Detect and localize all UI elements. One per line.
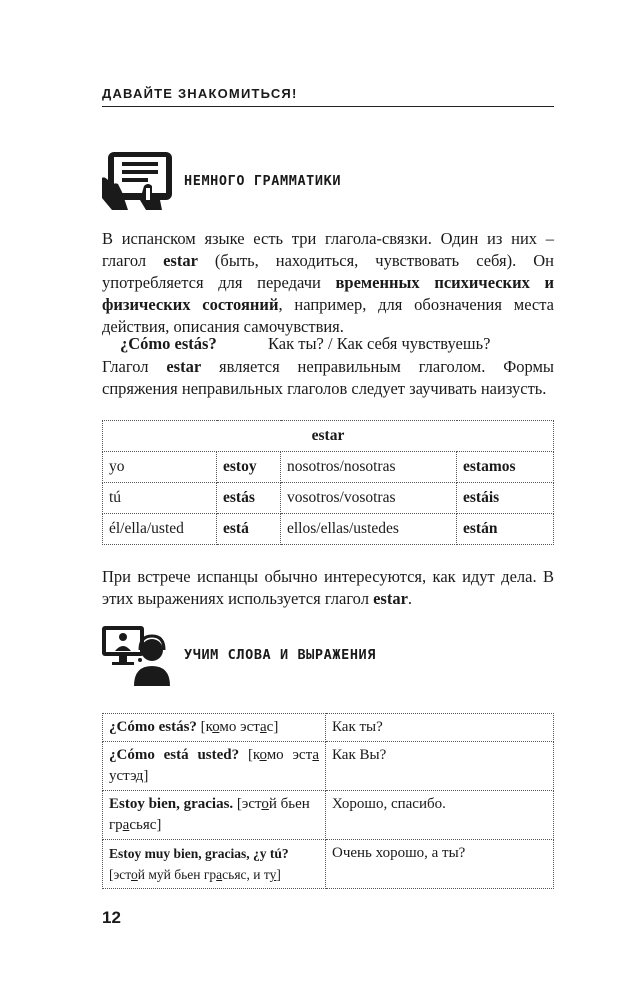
conjugation-table	[102, 420, 554, 545]
video-call-user-icon	[100, 622, 174, 688]
spanish-phrase: Estoy muy bien, gracias, ¿y tú?	[109, 846, 289, 861]
pronoun-cell: vosotros/vosotras	[281, 483, 457, 514]
example-spanish: ¿Cómo estás?	[120, 334, 217, 353]
pronoun-cell: tú	[103, 483, 217, 514]
table-row	[103, 514, 554, 545]
pronoun-cell: él/ella/usted	[103, 514, 217, 545]
grammar-paragraph-1: В испанском языке есть три глагола-связки. Один из них – глагол estar (быть, находиться, чувствовать себя). Он употребляется для передачи временных психических и физических состояний, например, для обозначения места действия, описания самочувствия.	[102, 229, 555, 336]
pronunciation: [эстой бьен грасьяс]	[109, 796, 310, 833]
pronunciation: [комо эста устэд]	[109, 747, 319, 784]
page-number: 12	[102, 908, 121, 927]
grammar-title: НЕМНОГО ГРАММАТИКИ	[184, 173, 342, 189]
phrase-cell	[103, 714, 326, 742]
verb-form-cell: estás	[217, 483, 281, 514]
running-header: ДАВАЙТЕ ЗНАКОМИТЬСЯ!	[102, 86, 298, 101]
phrase-cell	[103, 742, 326, 791]
vocab-table	[102, 713, 554, 889]
table-row	[103, 840, 554, 889]
verb-form-cell: está	[217, 514, 281, 545]
translation-cell: Как ты?	[326, 714, 554, 742]
example-russian: Как ты? / Как себя чувствуешь?	[268, 334, 491, 353]
example-phrase	[120, 334, 490, 354]
table-header: estar	[103, 421, 554, 452]
spanish-phrase: Estoy bien, gracias.	[109, 796, 234, 812]
table-row	[103, 483, 554, 514]
vocab-heading	[100, 622, 376, 688]
verb-form-cell: estamos	[457, 452, 554, 483]
translation-cell: Как Вы?	[326, 742, 554, 791]
verb-form-cell: estoy	[217, 452, 281, 483]
verb-form-cell: están	[457, 514, 554, 545]
translation-cell: Хорошо, спасибо.	[326, 791, 554, 840]
tablet-touch-icon	[100, 148, 174, 214]
phrase-cell	[103, 791, 326, 840]
table-header-row	[103, 421, 554, 452]
paragraph-3: При встрече испанцы обычно интересуются, как идут дела. В этих выражениях используется глагол estar.	[102, 567, 554, 608]
pronoun-cell: yo	[103, 452, 217, 483]
vocab-title: УЧИМ СЛОВА И ВЫРАЖЕНИЯ	[184, 647, 377, 663]
header-rule	[102, 106, 554, 107]
translation-cell: Очень хорошо, а ты?	[326, 840, 554, 889]
pronoun-cell: nosotros/nosotras	[281, 452, 457, 483]
spanish-phrase: ¿Cómo estás?	[109, 719, 197, 735]
grammar-paragraph-2: Глагол estar является неправильным глаголом. Формы спряжения неправильных глаголов следует заучивать наизусть.	[102, 357, 555, 398]
phrase-cell	[103, 840, 326, 889]
table-row	[103, 742, 554, 791]
pronoun-cell: ellos/ellas/ustedes	[281, 514, 457, 545]
table-row	[103, 791, 554, 840]
verb-form-cell: estáis	[457, 483, 554, 514]
pronunciation: [эстой муй бьен грасьяс, и ту]	[109, 867, 281, 882]
table-row	[103, 452, 554, 483]
grammar-heading	[100, 148, 341, 214]
spanish-phrase: ¿Cómo está usted?	[109, 747, 240, 763]
table-row	[103, 714, 554, 742]
pronunciation: [комо эстас]	[200, 719, 279, 735]
